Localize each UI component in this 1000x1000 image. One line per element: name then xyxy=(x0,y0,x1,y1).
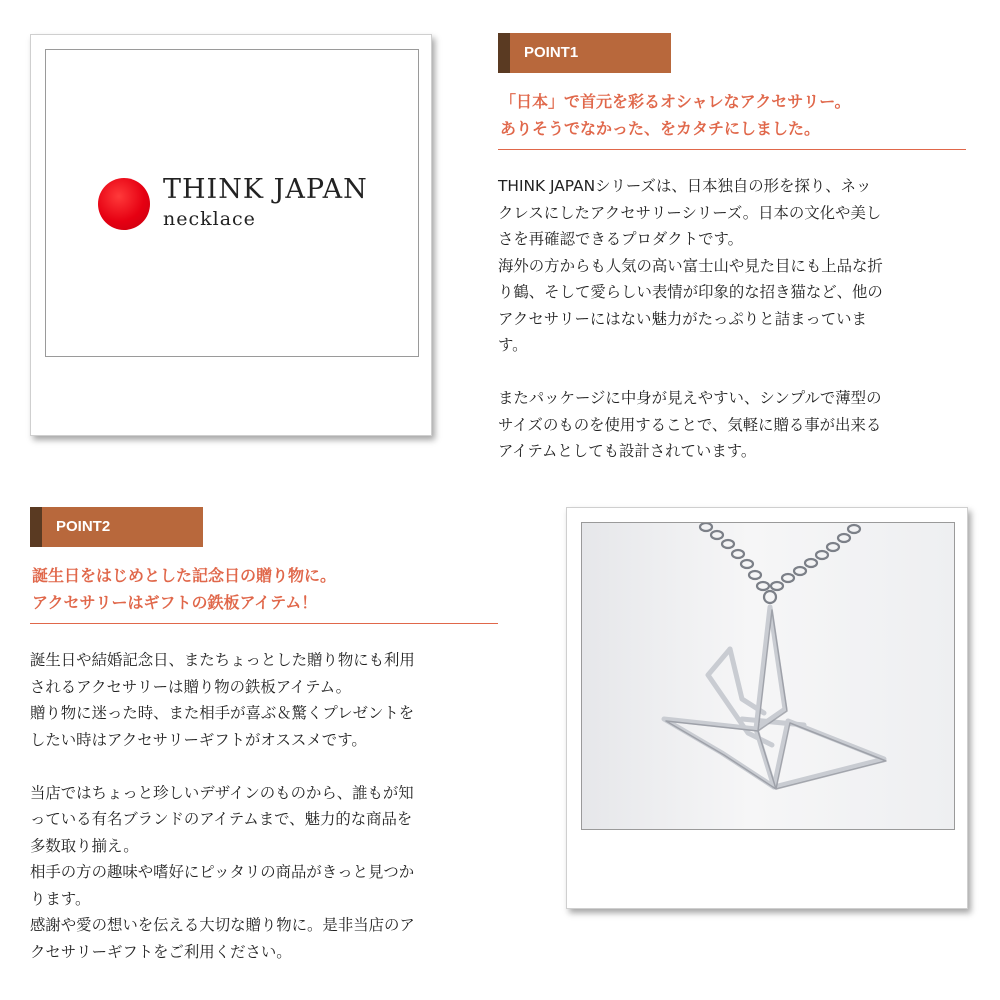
logo-photo-frame xyxy=(30,34,432,436)
point1-body xyxy=(498,173,968,465)
point1-paragraph-2: またパッケージに中身が見えやすい、シンプルで薄型の サイズのものを使用することで、気軽に贈る事が出来る アイテムとしても設計されています。 xyxy=(498,389,882,460)
point2-badge xyxy=(30,507,203,547)
point1-paragraph-1: THINK JAPANシリーズは、日本独自の形を探り、ネッ クレスにしたアクセサリーシリーズ。日本の文化や美し さを再確認できるプロダクトです。 海外の方からも人気の高い富士山や見た目にも上品な折 り鶴、そして愛らしい表情が印象的な招き猫など、他の アクセサリーにはない魅力がたっぷりと詰まっていま す。 xyxy=(498,177,883,354)
point1-headline: 「日本」で首元を彩るオシャレなアクセサリー。 ありそうでなかった、をカタチにしました。 xyxy=(500,92,851,138)
red-sun-logo xyxy=(98,178,150,230)
necklace-photo-frame xyxy=(566,507,968,909)
origami-crane-pendant xyxy=(664,607,884,787)
point2-badge-label: POINT2 xyxy=(56,518,111,535)
point2-headline: 誕生日をはじめとした記念日の贈り物に。 アクセサリーはギフトの鉄板アイテム！ xyxy=(32,566,337,612)
point2-paragraph-1: 誕生日や結婚記念日、またちょっとした贈り物にも利用 されるアクセサリーは贈り物の鉄板アイテム。 贈り物に迷った時、また相手が喜ぶ＆驚くプレゼントを したい時はアクセサリーギフトがオススメです。 xyxy=(30,651,415,749)
point2-divider xyxy=(30,623,498,624)
crane-necklace-image xyxy=(582,523,954,829)
point1-divider xyxy=(498,149,966,150)
point1-badge xyxy=(498,33,671,73)
logo-image xyxy=(45,49,419,357)
point2-paragraph-2: 当店ではちょっと珍しいデザインのものから、誰もが知 っている有名ブランドのアイテムまで、魅力的な商品を 多数取り揃え。 相手の方の趣味や嗜好にピッタリの商品がきっと見つか ります。 感謝や愛の想いを伝える大切な贈り物に。是非当店のア クセサリーギフトをご利用ください。 xyxy=(30,783,415,961)
logo-title: THINK JAPAN xyxy=(163,174,368,205)
crane-necklace-photo xyxy=(581,522,955,830)
necklace-chain xyxy=(700,523,860,603)
point1-badge-label: POINT1 xyxy=(524,44,579,61)
point2-body xyxy=(30,647,502,965)
logo-subtitle: necklace xyxy=(163,208,256,230)
